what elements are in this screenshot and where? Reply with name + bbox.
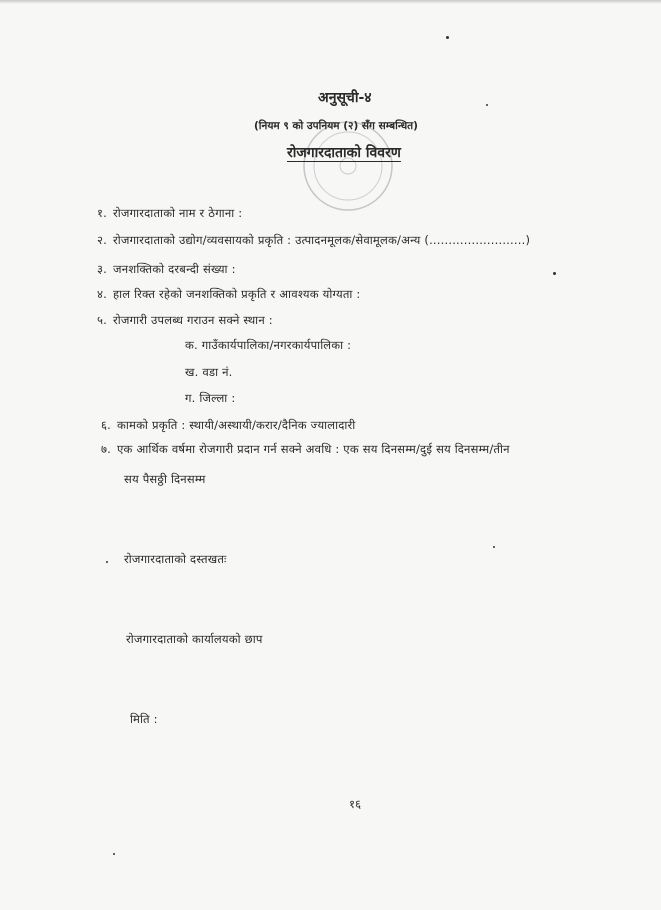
item-text: जनशक्तिको दरबन्दी संख्या : <box>113 262 236 276</box>
list-item <box>97 287 361 302</box>
item-number: ४. <box>97 287 108 301</box>
item-number: ३. <box>97 262 108 276</box>
sub-item-ward: ख. वडा नं. <box>185 365 233 379</box>
list-item <box>97 233 530 248</box>
list-item <box>101 442 510 457</box>
item-text: हाल रिक्त रहेको जनशक्तिको प्रकृति र आवश्यक योग्यता : <box>113 287 361 301</box>
item-text: कामको प्रकृति : स्थायी/अस्थायी/करार/दैनिक ज्यालादारी <box>117 418 356 432</box>
schedule-title: अनुसूची-४ <box>318 90 372 106</box>
list-item <box>101 418 355 433</box>
scan-speck <box>493 546 495 548</box>
item-number: १. <box>97 206 108 220</box>
item-text: रोजगारी उपलब्ध गराउन सक्ने स्थान : <box>113 313 273 327</box>
signature-label: रोजगारदाताको दस्तखतः <box>124 552 227 566</box>
item-number: २. <box>97 233 108 247</box>
scan-speck <box>486 104 488 106</box>
stamp-label: रोजगारदाताको कार्यालयको छाप <box>126 632 263 646</box>
form-heading: रोजगारदाताको विवरण <box>287 145 401 161</box>
scan-speck <box>446 36 449 39</box>
item-text: रोजगारदाताको उद्योग/व्यवसायको प्रकृति : उत्पादनमूलक/सेवामूलक/अन्य (.........................) <box>113 233 531 247</box>
scan-edge <box>0 0 661 4</box>
page-number: १६ <box>349 797 362 811</box>
date-label: मिति : <box>130 712 158 726</box>
item-number: ६. <box>101 418 112 432</box>
scan-speck <box>553 272 556 275</box>
scan-speck <box>106 561 108 563</box>
item-number: ७. <box>101 442 112 456</box>
list-item <box>97 313 273 328</box>
item7-continuation: सय पैसठ्ठी दिनसम्म <box>124 472 206 486</box>
scan-speck <box>113 853 115 855</box>
item-number: ५. <box>97 313 108 327</box>
rule-reference: (नियम ९ को उपनियम (२) सँग सम्बन्धित) <box>254 120 418 132</box>
item-text: रोजगारदाताको नाम र ठेगाना : <box>113 206 243 220</box>
list-item <box>97 206 242 221</box>
sub-item-district: ग. जिल्ला : <box>185 391 236 405</box>
sub-item-municipality: क. गाउँकार्यपालिका/नगरकार्यपालिका : <box>185 338 352 352</box>
list-item <box>97 262 236 277</box>
item-text: एक आर्थिक वर्षमा रोजगारी प्रदान गर्न सक्ने अवधि : एक सय दिनसम्म/दुई सय दिनसम्म/तीन <box>117 442 510 456</box>
